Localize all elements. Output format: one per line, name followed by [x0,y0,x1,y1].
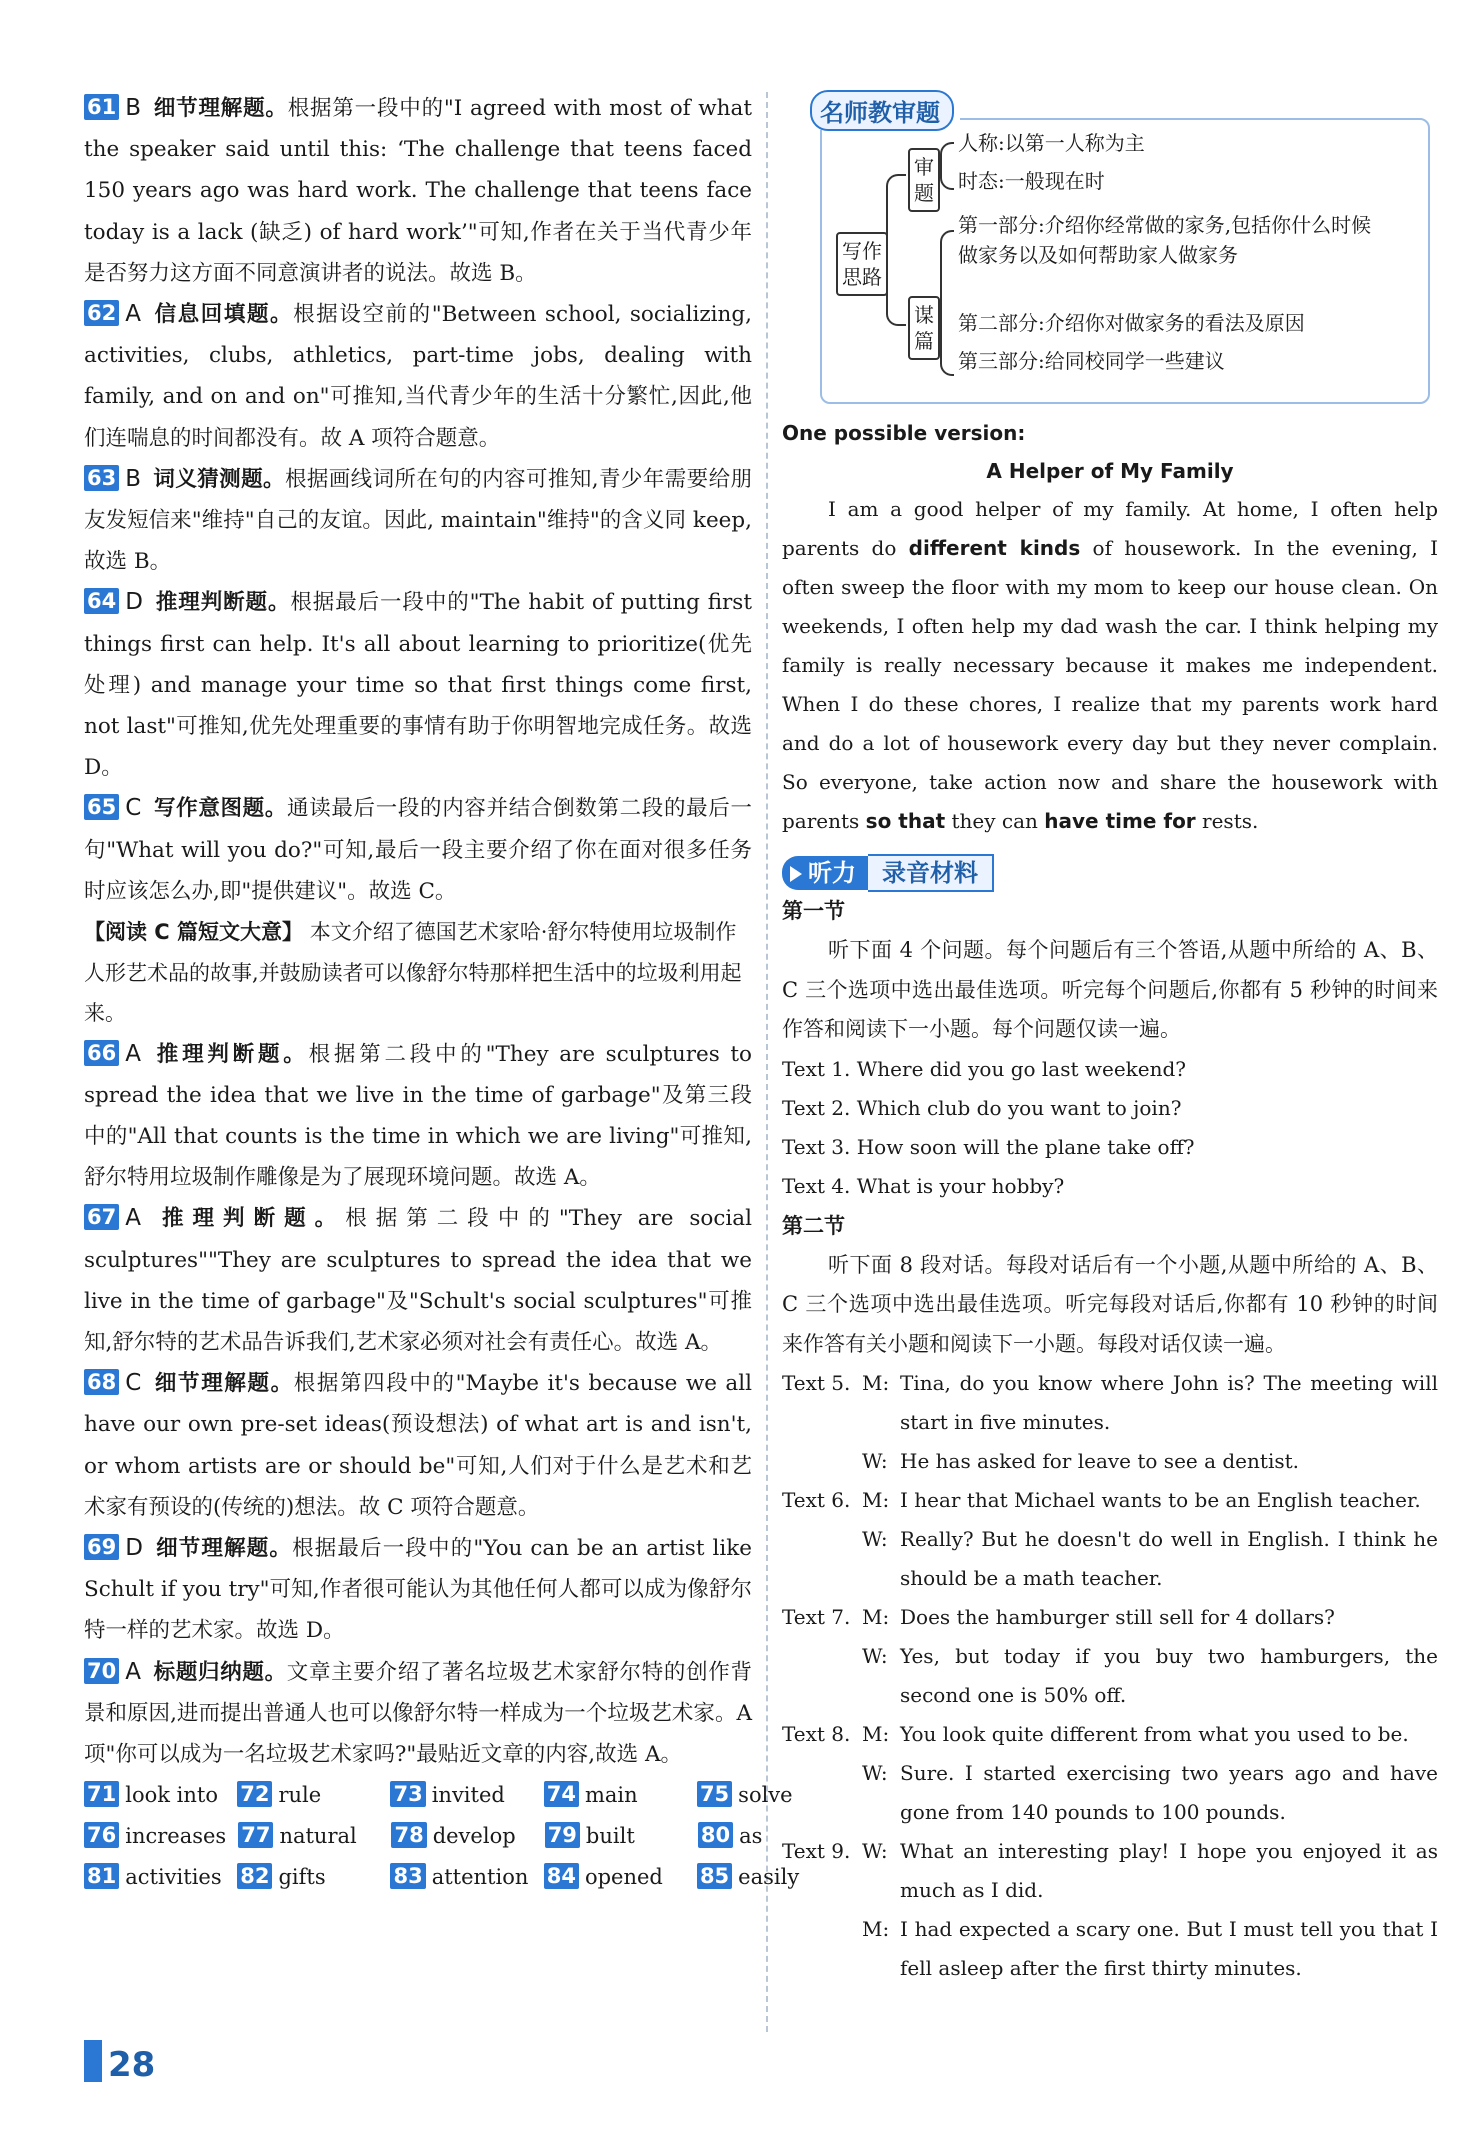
dialog-line [782,1910,1438,1988]
question-number: 78 [391,1822,426,1848]
essay-highlight: so that [865,809,946,833]
dialog-text: Does the hamburger still sell for 4 dollars? [900,1605,1335,1629]
answer-item [84,1528,752,1652]
listening-label: 听力 [808,859,856,887]
section2-dialogs [782,1364,1438,1988]
dialog-line [782,1520,1438,1598]
speaker: W: [862,1527,888,1551]
question-number: 71 [84,1781,119,1807]
page-number: 28 [108,2045,156,2085]
essay-highlight: have time for [1044,809,1196,833]
question-number: 81 [84,1863,119,1889]
mind-branch-review: 审题 [908,148,940,212]
fill-answer: opened [584,1865,663,1890]
section2-title: 第二节 [782,1213,845,1238]
listening-question: Text 1. Where did you go last weekend? [782,1056,1187,1081]
dialog-text: I had expected a scary one. But I must tell you that I fell asleep after the first thirty minutes. [900,1917,1438,1980]
answer-letter: A [125,301,141,328]
mind-branch-plan: 谋篇 [908,296,940,360]
dialog-label: Text 7. [782,1605,851,1629]
play-icon [790,866,802,882]
column-divider [766,92,768,2032]
speaker: W: [862,1644,888,1668]
answer-letter: B [125,95,142,121]
listening-question: Text 3. How soon will the plane take off? [782,1134,1195,1159]
dialog-line [782,1754,1438,1832]
listening-header [782,855,1438,891]
dialog-text: Tina, do you know where John is? The meeting will start in five minutes. [900,1371,1438,1434]
answer-letter: A [125,1205,141,1232]
dialog-text: What an interesting play! I hope you enjoyed it as much as I did. [900,1839,1438,1902]
fill-row [84,1857,800,1898]
question-number: 61 [84,94,119,120]
question-type: 推理判断题。 [152,1206,346,1232]
listening-question: Text 2. Which club do you want to join? [782,1095,1182,1120]
fill-answer: gifts [278,1865,326,1890]
explanation-text: 根据设空前的"Between school, socializing, activities, clubs, athletics, part-time jobs, dealing with family, and on and on"可推知,当代青少年的生活十分繁忙,因此,他们连喘息的时间都没有。故 A 项符合题意。 [84,302,752,451]
dialog-text: You look quite different from what you used to be. [900,1722,1409,1746]
section2-intro: 听下面 8 段对话。每段对话后有一个小题,从题中所给的 A、B、C 三个选项中选出最佳选项。听完每段对话后,你都有 10 秒钟的时间来作答有关小题和阅读下一小题。每段对话仅读一遍。 [782,1252,1438,1356]
dialog-label: Text 5. [782,1371,851,1395]
section1-questions [782,1050,1438,1206]
question-type: 细节理解题。 [153,1371,294,1397]
mind-bracket-root [886,174,906,326]
explanation-text: 根据最后一段中的"You can be an artist like Schult if you try"可知,作者很可能认为其他任何人都可以成为像舒尔特一样的艺术家。故选 D。 [84,1536,752,1644]
listening-tag [782,856,868,890]
essay-text: of housework. In the evening, I often sweep the floor with my mom to keep our house clean. On weekends, I often help my dad wash the car. I think helping my family is really necessary because it makes me independent. When I do these chores, I realize that my parents work hard and do a lot of housework every day but they never complain. So everyone, take action now and share the housework with parents [782,536,1438,833]
mind-tense: 时态:一般现在时 [958,169,1105,193]
question-type: 细节理解题。 [154,1536,293,1561]
question-number: 85 [697,1863,732,1889]
question-number: 79 [545,1822,580,1848]
answer-item [84,582,752,788]
fill-answer: as [739,1824,763,1849]
answer-item [84,1652,752,1776]
teacher-review-box [820,98,1430,404]
answer-item [84,788,752,912]
explanation-text: 根据第二段中的"They are sculptures to spread the idea that we live in the time of garbage"及第三段中的"All that counts is the time in which we are living"可推知,舒尔特用垃圾制作雕像是为了展现环境问题。故选 A。 [84,1041,752,1191]
fill-in-answers [84,1775,800,1898]
teacher-review-header [804,90,960,130]
question-number: 72 [237,1781,272,1807]
essay-text: I am a good helper of my family. At home, I often help parents do [782,497,1438,560]
explanation-text: 通读最后一段的内容并结合倒数第二段的最后一句"What will you do?"可知,最后一段主要介绍了你在面对很多任务时应该怎么办,即"提供建议"。故选 C。 [84,796,752,904]
answer-letter: C [125,795,142,822]
essay-title: A Helper of My Family [986,459,1234,483]
dialog-text: Sure. I started exercising two years ago and have gone from 140 pounds to 100 pounds. [900,1761,1438,1824]
answer-letter: D [125,589,143,616]
fill-answer: look into [125,1783,218,1808]
summary-label: 【阅读 C 篇短文大意】 [84,920,304,945]
fill-row [84,1775,793,1816]
fill-answer: natural [279,1824,357,1849]
answer-item [84,88,752,294]
question-type: 推理判断题。 [152,1041,309,1067]
question-number: 70 [84,1658,119,1684]
fill-answer: attention [431,1865,529,1890]
right-column [782,88,1438,1988]
answer-letter: A [125,1040,141,1067]
dialog-line [782,1598,1438,1637]
fill-answer: rule [278,1783,322,1808]
speaker: M: [862,1917,890,1941]
dialog-text: I hear that Michael wants to be an English teacher. [900,1488,1421,1512]
explanation-text: 根据最后一段中的"The habit of putting first things first can help. It's all about learning to prioritize(优先处理) and manage your time so that first things come first, not last"可推知,优先处理重要的事情有助于你明智地完成任务。故选 D。 [84,590,752,781]
section1-intro: 听下面 4 个问题。每个问题后有三个答语,从题中所给的 A、B、C 三个选项中选出最佳选项。听完每个问题后,你都有 5 秒钟的时间来作答和阅读下一小题。每个问题仅读一遍。 [782,938,1438,1041]
mind-part2: 第二部分:介绍你对做家务的看法及原因 [958,311,1305,335]
question-type: 推理判断题。 [154,590,291,616]
question-type: 词义猜测题。 [153,466,285,492]
mind-part1: 第一部分:介绍你经常做的家务,包括你什么时候做家务以及如何帮助家人做家务 [958,213,1372,267]
answer-list-c [84,1034,752,1776]
listening-material-label: 录音材料 [868,854,994,892]
question-number: 62 [84,300,119,326]
page-number-marker [84,2040,102,2082]
question-number: 83 [390,1863,425,1889]
listening-question: Text 4. What is your hobby? [782,1173,1065,1198]
fill-answer: main [584,1783,638,1808]
answer-item [84,1034,752,1199]
essay-text: they can [945,809,1045,833]
dialog-line [782,1481,1438,1520]
question-type: 写作意图题。 [153,796,288,822]
mind-person: 人称:以第一人称为主 [958,131,1145,155]
question-number: 65 [84,794,119,820]
fill-answer: increases [125,1824,227,1849]
fill-answer: invited [431,1783,505,1808]
question-number: 74 [544,1781,579,1807]
speaker: M: [862,1605,890,1629]
dialog-text: He has asked for leave to see a dentist. [900,1449,1299,1473]
question-number: 80 [698,1822,733,1848]
dialog-line [782,1832,1438,1910]
passage-summary [84,912,752,1034]
speaker: M: [862,1722,890,1746]
answer-item [84,459,752,583]
fill-answer: solve [738,1783,793,1808]
mind-bracket-review [940,142,954,190]
speaker: M: [862,1488,890,1512]
mind-part3: 第三部分:给同校同学一些建议 [958,349,1225,373]
dialog-label: Text 8. [782,1722,851,1746]
question-number: 68 [84,1369,119,1395]
question-number: 73 [390,1781,425,1807]
fill-answer: activities [125,1865,222,1890]
answer-item [84,294,752,459]
fill-answer: built [585,1824,635,1849]
version-label: One possible version: [782,421,1026,445]
question-type: 细节理解题。 [153,96,288,121]
question-number: 82 [237,1863,272,1889]
section1-title: 第一节 [782,899,845,923]
answer-list-b [84,88,752,912]
question-number: 66 [84,1040,119,1066]
fill-answer: easily [738,1865,800,1890]
speaker: W: [862,1761,888,1785]
question-number: 64 [84,588,119,614]
fill-answer: develop [432,1824,516,1849]
mind-root: 写作思路 [836,232,888,296]
speaker: W: [862,1839,888,1863]
question-number: 63 [84,465,119,491]
explanation-text: 根据画线词所在句的内容可推知,青少年需要给朋友发短信来"维持"自己的友谊。因此, maintain"维持"的含义同 keep,故选 B。 [84,466,752,575]
mind-bracket-plan [940,230,954,376]
dialog-text: Really? But he doesn't do well in English. I think he should be a math teacher. [900,1527,1438,1590]
essay-highlight: different kinds [908,536,1081,560]
dialog-line [782,1442,1438,1481]
question-number: 67 [84,1204,119,1230]
answer-letter: A [125,1658,141,1685]
dialog-label: Text 6. [782,1488,851,1512]
answer-item [84,1198,752,1363]
question-type: 标题归纳题。 [152,1659,287,1685]
answer-letter: B [125,465,142,492]
explanation-text: 文章主要介绍了著名垃圾艺术家舒尔特的创作背景和原因,进而提出普通人也可以像舒尔特一样成为一个垃圾艺术家。A 项"你可以成为一名垃圾艺术家吗?"最贴近文章的内容,故选 A。 [84,1659,752,1768]
explanation-text: 根据第四段中的"Maybe it's because we all have our own pre-set ideas(预设想法) of what art is and isn't, or whom artists are or should be"可知,人们对于什么是艺术和艺术家有预设的(传统的)想法。故 C 项符合题意。 [84,1371,752,1520]
question-number: 75 [697,1781,732,1807]
question-number: 77 [238,1822,273,1848]
speaker: W: [862,1449,888,1473]
dialog-label: Text 9. [782,1839,851,1863]
essay-body [782,490,1438,841]
explanation-text: 根据第二段中的"They are social sculptures""They are sculptures to spread the idea that we live in the time of garbage"及"Schult's social sculptures"可推知,舒尔特的艺术品告诉我们,艺术家必须对社会有责任心。故选 A。 [84,1206,752,1355]
question-number: 84 [544,1863,579,1889]
fill-row [84,1816,763,1857]
teacher-review-title: 名师教审题 [810,90,954,131]
answer-letter: C [125,1370,142,1397]
dialog-line [782,1637,1438,1715]
speaker: M: [862,1371,890,1395]
dialog-text: Yes, but today if you buy two hamburgers, the second one is 50% off. [900,1644,1438,1707]
dialog-line [782,1715,1438,1754]
left-column [84,88,800,1898]
summary-text: 本文介绍了德国艺术家哈·舒尔特使用垃圾制作人形艺术品的故事,并鼓励读者可以像舒尔特那样把生活中的垃圾利用起来。 [84,920,742,1026]
explanation-text: 根据第一段中的"I agreed with most of what the speaker said until this: ‘The challenge that teens faced 150 years ago was hard work. The challenge that teens face today is a lack (缺乏) of hard work’"可知,作者在关于当代青少年是否努力这方面不同意演讲者的说法。故选 B。 [84,96,752,286]
essay-text: rests. [1195,809,1259,833]
answer-letter: D [125,1535,143,1561]
dialog-line [782,1364,1438,1442]
question-number: 76 [84,1822,119,1848]
question-type: 信息回填题。 [152,302,294,328]
question-number: 69 [84,1534,119,1560]
answer-item [84,1363,752,1528]
